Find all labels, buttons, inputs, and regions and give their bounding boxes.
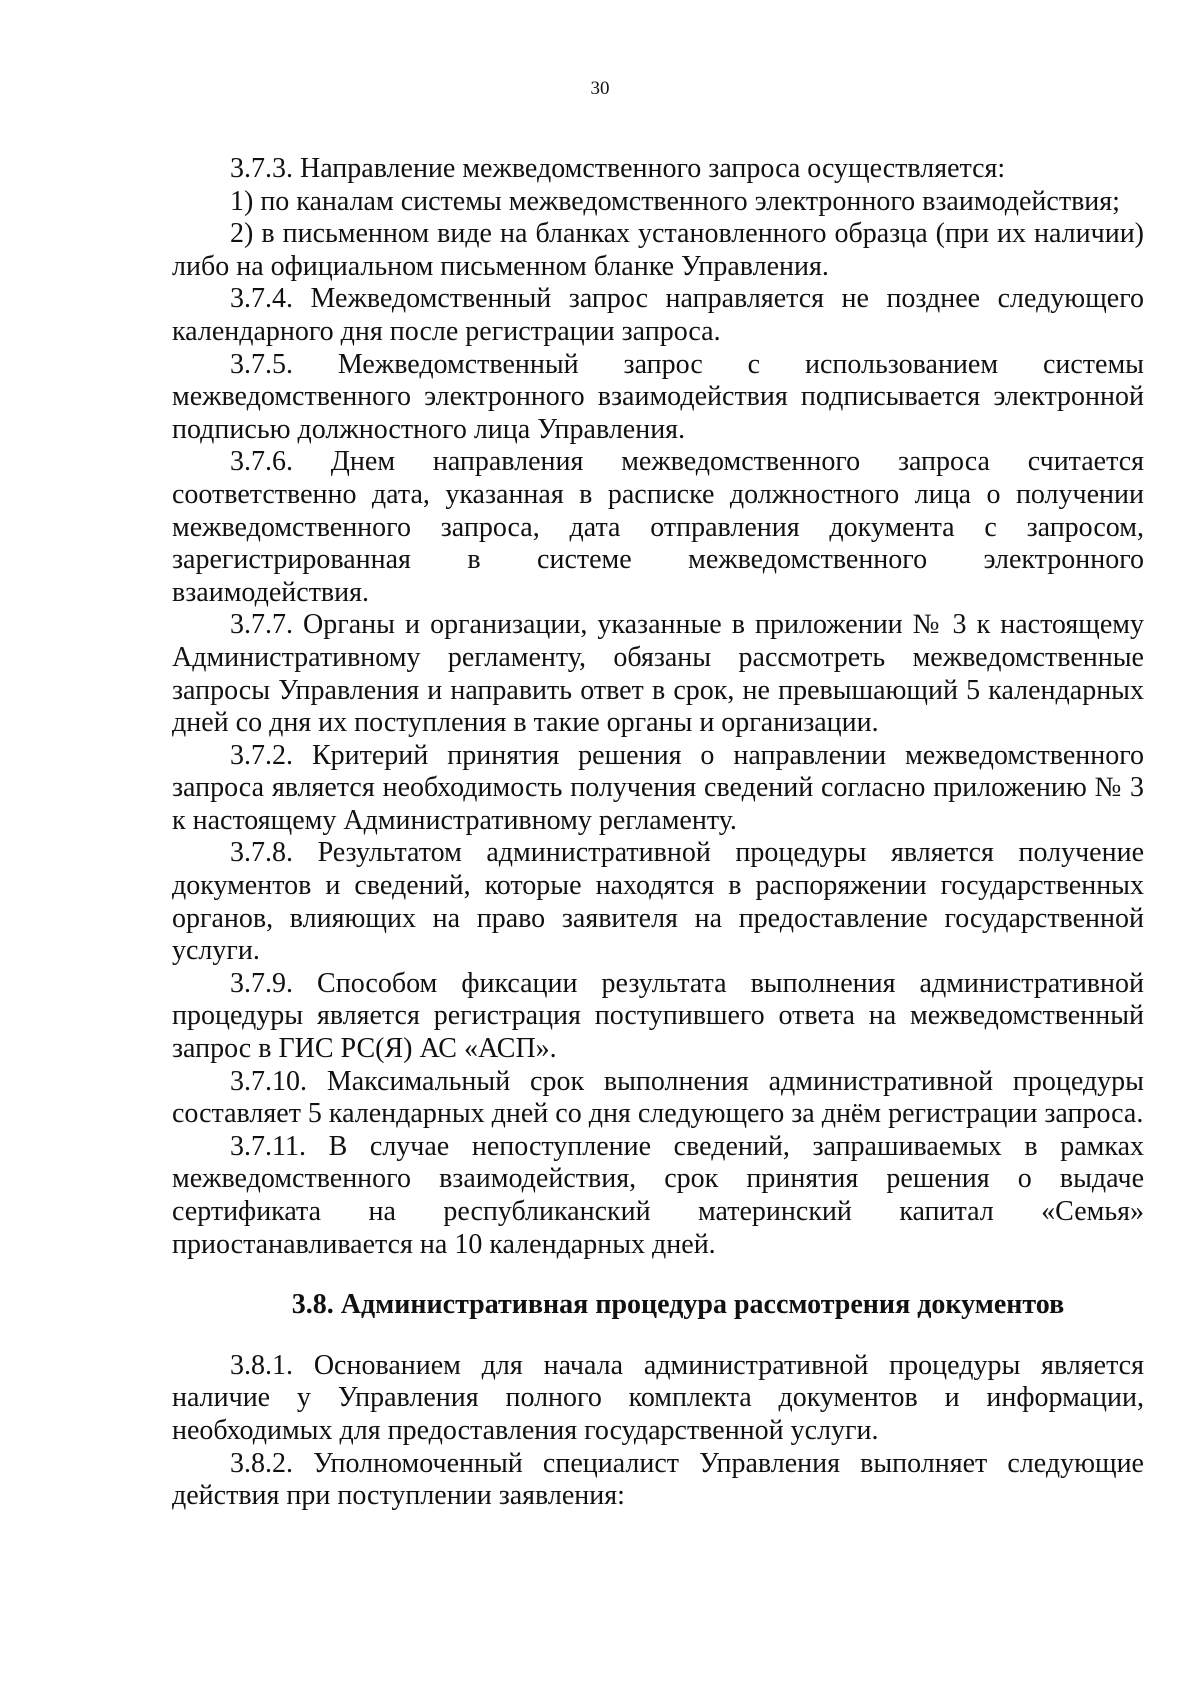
- paragraph-3-8-1: 3.8.1. Основанием для начала административной процедуры является наличие у Управления полного комплекта документов и информации, необходимых для предоставления государственной услуги.: [172, 1349, 1144, 1446]
- list-item-1: 1) по каналам системы межведомственного электронного взаимодействия;: [230, 185, 1120, 217]
- paragraph-3-8-2: 3.8.2. Уполномоченный специалист Управления выполняет следующие действия при поступлении заявления:: [172, 1447, 1144, 1512]
- document-body: [172, 153, 1144, 1513]
- paragraph-3-7-8: 3.7.8. Результатом административной процедуры является получение документов и сведений, которые находятся в распоряжении государственных органов, влияющих на право заявителя на предоставление государственной услуги.: [172, 837, 1144, 967]
- paragraph-3-7-4: 3.7.4. Межведомственный запрос направляется не позднее следующего календарного дня после регистрации запроса.: [172, 283, 1144, 347]
- paragraph-3-7-5: 3.7.5. Межведомственный запрос с использованием системы межведомственного электронного взаимодействия подписывается электронной подписью должностного лица Управления.: [172, 348, 1144, 445]
- section-heading: 3.8. Административная процедура рассмотрения документов: [291, 1289, 1065, 1321]
- paragraph-3-7-7: 3.7.7. Органы и организации, указанные в приложении № 3 к настоящему Административному регламенту, обязаны рассмотреть межведомственные запросы Управления и направить ответ в срок, не превышающий 5 календарных дней со дня их поступления в такие органы и организации.: [172, 609, 1144, 739]
- paragraph-3-7-11: 3.7.11. В случае непоступление сведений, запрашиваемых в рамках межведомственного взаимодействия, срок принятия решения о выдаче сертификата на республиканский материнский капитал «Семья» приостанавливается на 10 календарных дней.: [172, 1130, 1144, 1260]
- paragraph-3-7-3: 3.7.3. Направление межведомственного запроса осуществляется:: [230, 153, 1006, 184]
- paragraph-3-7-2: 3.7.2. Критерий принятия решения о направлении межведомственного запроса является необходимость получения сведений согласно приложению № 3 к настоящему Административному регламенту.: [172, 739, 1144, 836]
- paragraph-3-7-6: 3.7.6. Днем направления межведомственного запроса считается соответственно дата, указанная в расписке должностного лица о получении межведомственного запроса, дата отправления документа с запросом, зарегистрированная в системе межведомственного электронного взаимодействия.: [172, 446, 1144, 608]
- paragraph-3-7-10: 3.7.10. Максимальный срок выполнения административной процедуры составляет 5 календарных дней со дня следующего за днём регистрации запроса.: [172, 1065, 1144, 1130]
- page-number: 30: [590, 78, 610, 99]
- list-item-2: 2) в письменном виде на бланках установленного образца (при их наличии) либо на официальном письменном бланке Управления.: [172, 218, 1144, 282]
- paragraph-3-7-9: 3.7.9. Способом фиксации результата выполнения административной процедуры является регистрация поступившего ответа на межведомственный запрос в ГИС РС(Я) АС «АСП».: [172, 967, 1144, 1065]
